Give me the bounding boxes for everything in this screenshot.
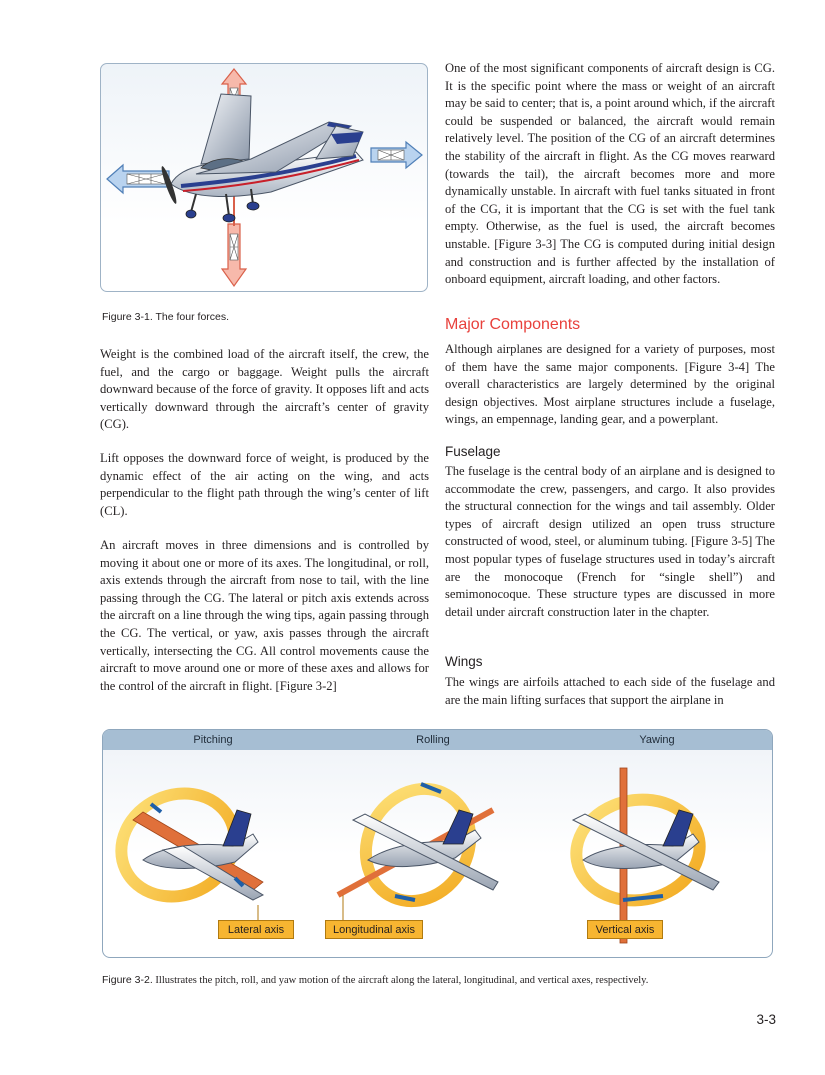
drag-arrow	[371, 142, 422, 168]
figure-2-caption-text: Illustrates the pitch, roll, and yaw motion of the aircraft along the lateral, longitudinal, and vertical axes, respectively.	[152, 975, 649, 986]
page-number: 3-3	[756, 1012, 776, 1027]
major-components-paragraph: Although airplanes are designed for a variety of purposes, most of them have the same major components. [Figure 3-4] The overall characteristics are largely determined by the original design objectives. Most airplane structures include a fuselage, wings, an empennage, landing gear, and a powerplant.	[445, 342, 775, 427]
weight-paragraph: Weight is the combined load of the aircraft itself, the crew, the fuel, and the cargo or baggage. Weight pulls the aircraft downward because of the force of gravity. It opposes lift and acts vertically downward through the aircraft’s center of gravity (CG).	[100, 347, 429, 432]
major-components-heading: Major Components	[445, 316, 581, 333]
four-forces-illustration	[101, 64, 427, 291]
axes-illustration	[103, 750, 772, 957]
figure-2-caption-label: Figure 3-2.	[102, 974, 153, 986]
rolling-illustration	[338, 770, 498, 920]
tab-pitching: Pitching	[193, 734, 233, 746]
figure-1-caption	[102, 311, 229, 323]
tab-yawing: Yawing	[639, 734, 675, 746]
figure-1-caption-label: Figure 3-1.	[102, 311, 153, 323]
pitching-illustration	[104, 775, 263, 915]
vertical-axis-label: Vertical axis	[587, 920, 663, 939]
longitudinal-axis-label: Longitudinal axis	[325, 920, 423, 939]
yawing-illustration	[568, 768, 719, 943]
wings-heading: Wings	[445, 654, 483, 669]
lift-paragraph: Lift opposes the downward force of weight, is produced by the dynamic effect of the air acting on the wing, and acts perpendicular to the flight path through the wing’s center of lift (CL).	[100, 451, 429, 518]
figure-axes-of-motion	[102, 729, 773, 958]
lateral-axis-label: Lateral axis	[218, 920, 294, 939]
fuselage-paragraph: The fuselage is the central body of an airplane and is designed to accommodate the crew, passengers, and cargo. It also provides the structural connection for the wings and tail assembly. Older types of aircraft design utilized an open truss structure constructed of wood, steel, or aluminum tubing. [Figure 3-5] The most popular types of fuselage structures used in today’s aircraft are the monocoque (French for “single shell”) and semimonocoque. These structure types are discussed in more detail under aircraft construction later in the chapter.	[445, 464, 775, 619]
wings-paragraph: The wings are airfoils attached to each side of the fuselage and are the main lifting surfaces that support the airplane in	[445, 675, 775, 707]
figure-four-forces	[100, 63, 428, 292]
figure-2-caption	[102, 974, 648, 986]
tab-rolling: Rolling	[416, 734, 450, 746]
fuselage-heading: Fuselage	[445, 444, 501, 459]
weight-arrow	[222, 224, 246, 286]
axes-paragraph: An aircraft moves in three dimensions and is controlled by moving it about one or more of its axes. The longitudinal, or roll, axis extends through the aircraft from nose to tail, with the line passing through the CG. The lateral or pitch axis extends across the aircraft on a line through the wing tips, again passing through the CG. The vertical, or yaw, axis passes through the aircraft vertically, intersecting the CG. All control movements cause the aircraft to move around one or more of these axes and allows for the control of the aircraft in flight. [Figure 3-2]	[100, 538, 429, 693]
airplane-illustration	[159, 94, 363, 222]
figure-1-caption-text: The four forces.	[152, 311, 230, 323]
thrust-arrow	[107, 165, 169, 193]
cg-paragraph: One of the most significant components of aircraft design is CG. It is the specific point where the mass or weight of an aircraft may be said to center; that is, a point around which, if the aircraft could be suspended or balanced, the aircraft would remain relatively level. The position of the CG of an aircraft determines the stability of the aircraft in flight. As the CG moves rearward (towards the tail), the aircraft becomes more and more dynamically unstable. In aircraft with fuel tanks situated in front of the CG, it is important that the CG is set with the fuel tank empty. Otherwise, as the fuel is used, the aircraft becomes unstable. [Figure 3-3] The CG is computed during initial design and construction and is further affected by the installation of onboard equipment, aircraft loading, and other factors.	[445, 61, 775, 287]
